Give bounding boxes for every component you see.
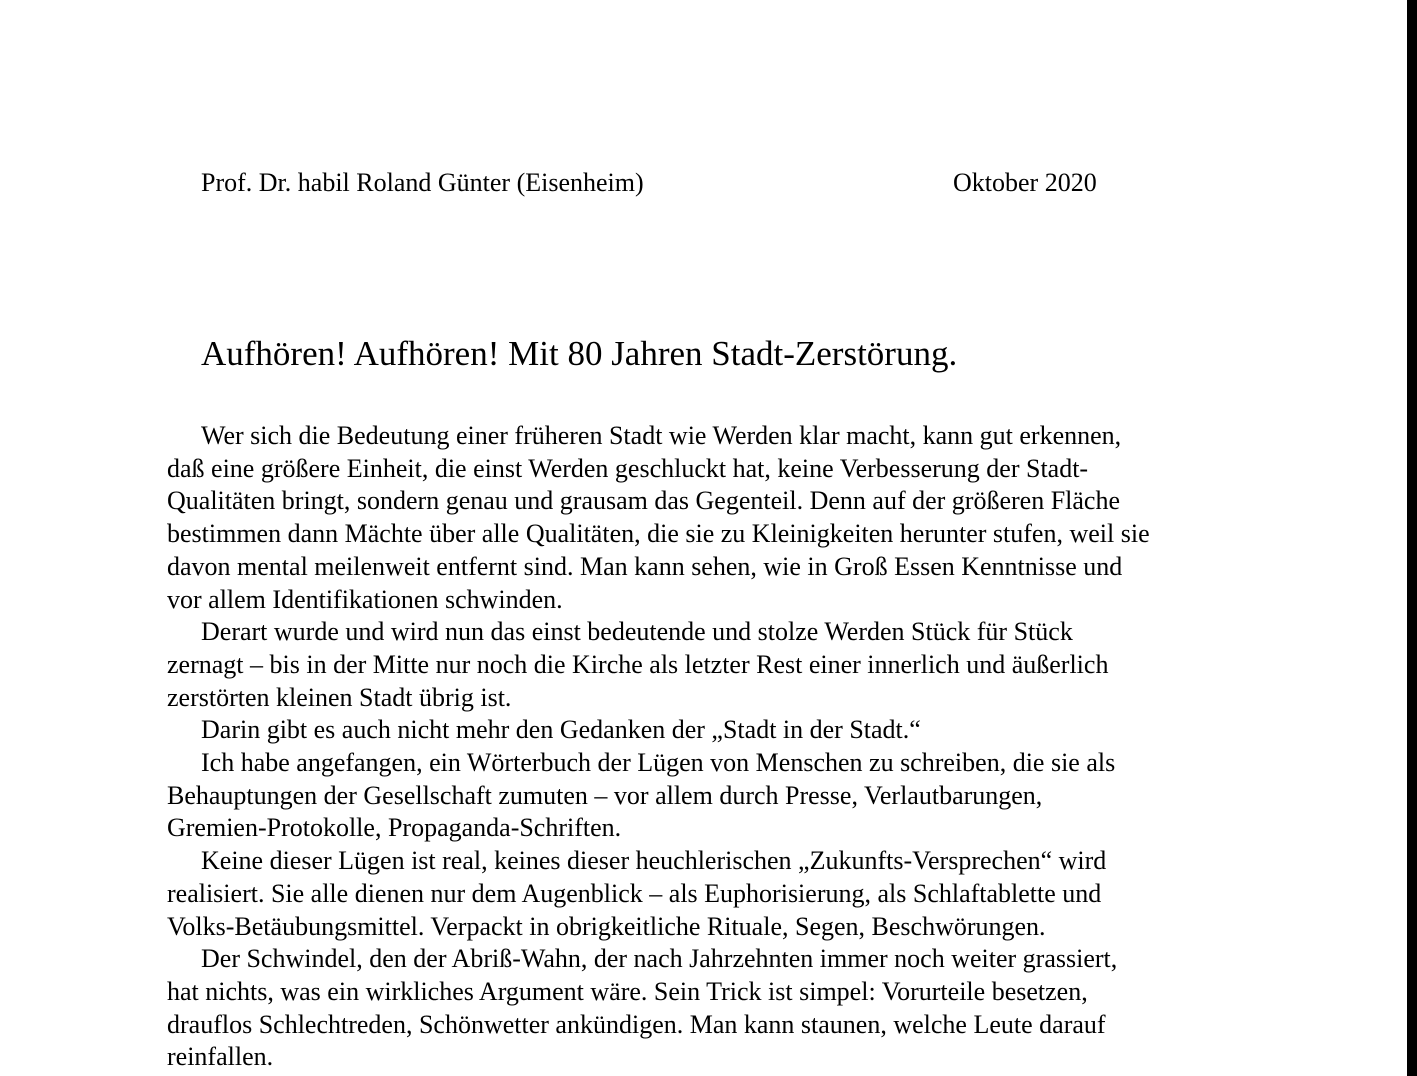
- text-line: hat nichts, was ein wirkliches Argument wäre. Sein Trick ist simpel: Vorurteile besetzen,: [167, 976, 1088, 1006]
- text-line: davon mental meilenweit entfernt sind. Man kann sehen, wie in Groß Essen Kenntnisse und: [167, 551, 1123, 581]
- page-edge-border: [1407, 0, 1417, 1076]
- date-line: Oktober 2020: [953, 168, 1097, 197]
- text-line: Gremien-Protokolle, Propaganda-Schriften.: [167, 813, 622, 843]
- document-title: Aufhören! Aufhören! Mit 80 Jahren Stadt-Zerstörung.: [201, 334, 958, 373]
- text-line: Wer sich die Bedeutung einer früheren Stadt wie Werden klar macht, kann gut erkennen,: [201, 421, 1122, 450]
- text-line: zernagt – bis in der Mitte nur noch die Kirche als letzter Rest einer innerlich und äußerlich: [167, 649, 1109, 679]
- text-line: vor allem Identifikationen schwinden.: [167, 584, 563, 614]
- text-line: zerstörten kleinen Stadt übrig ist.: [167, 682, 512, 712]
- paragraph-2: [167, 616, 1277, 714]
- text-line: Darin gibt es auch nicht mehr den Gedanken der „Stadt in der Stadt.“: [201, 715, 921, 745]
- paragraph-5: [167, 845, 1277, 943]
- paragraph-1: [167, 420, 1277, 616]
- document-body: [167, 420, 1277, 1074]
- author-line: Prof. Dr. habil Roland Günter (Eisenheim): [201, 168, 644, 197]
- text-line: Qualitäten bringt, sondern genau und grausam das Gegenteil. Denn auf der größeren Fläche: [167, 486, 1121, 516]
- text-line: Der Schwindel, den der Abriß-Wahn, der nach Jahrzehnten immer noch weiter grassiert,: [201, 944, 1118, 974]
- paragraph-3: [167, 714, 1277, 747]
- text-line: Volks-Betäubungsmittel. Verpackt in obrigkeitliche Rituale, Segen, Beschwörungen.: [167, 911, 1046, 941]
- text-line: realisiert. Sie alle dienen nur dem Augenblick – als Euphorisierung, als Schlaftablette und: [167, 878, 1102, 908]
- text-line: daß eine größere Einheit, die einst Werden geschluckt hat, keine Verbesserung der Stadt-: [167, 453, 1089, 483]
- text-line: Keine dieser Lügen ist real, keines dieser heuchlerischen „Zukunfts-Versprechen“ wird: [201, 846, 1107, 876]
- paragraph-4: [167, 747, 1277, 845]
- text-line: bestimmen dann Mächte über alle Qualitäten, die sie zu Kleinigkeiten herunter stufen, weil sie: [167, 519, 1150, 549]
- text-line: drauflos Schlechtreden, Schönwetter ankündigen. Man kann staunen, welche Leute darauf: [167, 1009, 1106, 1039]
- text-line: Derart wurde und wird nun das einst bedeutende und stolze Werden Stück für Stück: [201, 617, 1073, 647]
- text-line: Behauptungen der Gesellschaft zumuten – vor allem durch Presse, Verlautbarungen,: [167, 780, 1043, 810]
- paragraph-6: [167, 943, 1277, 1074]
- text-line: Ich habe angefangen, ein Wörterbuch der Lügen von Menschen zu schreiben, die sie als: [201, 748, 1116, 778]
- text-line: reinfallen.: [167, 1042, 274, 1072]
- document-header: [201, 166, 1121, 200]
